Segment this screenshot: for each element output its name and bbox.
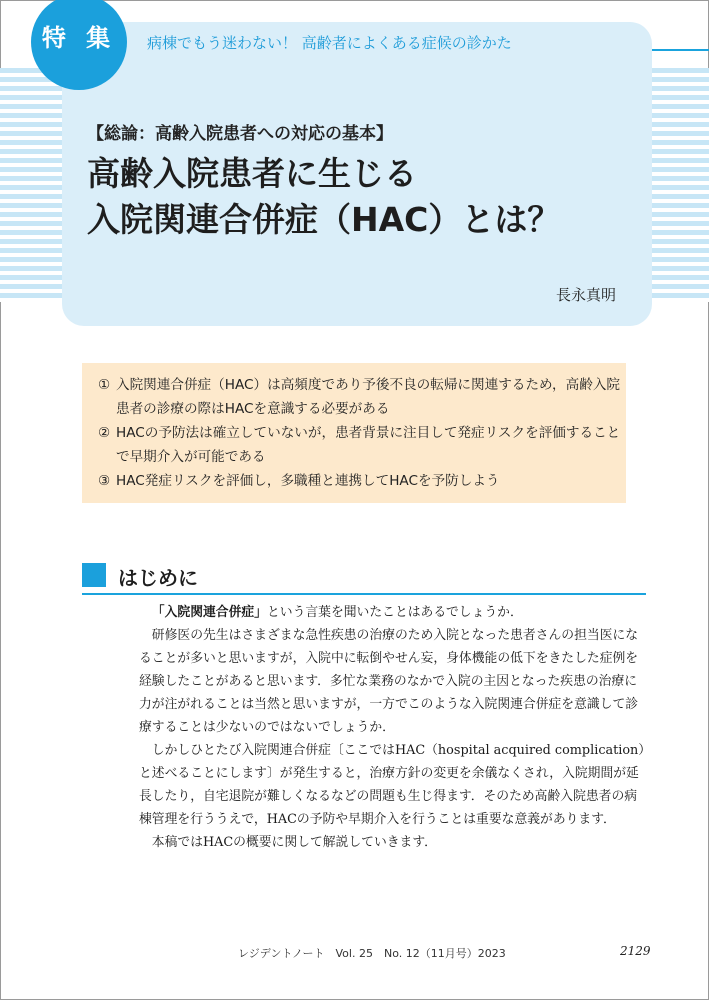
journal-footer: レジデントノート Vol. 25 No. 12（11月号）2023 [238,947,506,960]
left-stripe-band [0,68,62,302]
summary-text: 入院関連合併症（HAC）は高頻度であり予後不良の転帰に関連するため，高齢入院患者の診療の際はHACを意識する必要がある [116,377,621,417]
summary-item [98,421,626,469]
article-subtitle: 【総論：高齢入院患者への対応の基本】 [87,124,393,144]
summary-number: ① [98,377,111,393]
section-title: はじめに [118,566,198,590]
series-title: 病棟でもう迷わない！ 高齢者によくある症候の診かた [147,34,512,52]
summary-item [98,373,626,421]
summary-item [98,469,626,493]
right-stripe-band [652,68,709,302]
feature-badge-label: 特 集 [41,24,117,52]
summary-number: ② [98,425,111,441]
body-paragraph-text: という言葉を聞いたことはあるでしょうか． [266,605,523,620]
article-title [87,151,560,243]
author-name: 長永真明 [555,286,616,304]
key-term: 「入院関連合併症」 [151,605,267,620]
article-title-line2: 入院関連合併症（HAC）とは？ [87,200,561,239]
section-square-icon [82,563,106,587]
summary-text: HACの予防法は確立していないが，患者背景に注目して発症リスクを評価することで早期介入が可能である [116,425,621,465]
article-title-line1: 高齢入院患者に生じる [87,154,417,193]
summary-number: ③ [98,473,111,489]
section-heading [82,561,646,595]
summary-box [82,363,626,503]
page-number: 2129 [620,944,651,958]
summary-text: HAC発症リスクを評価し，多職種と連携してHACを予防しよう [116,473,500,489]
body-text [139,601,649,854]
body-paragraph: しかしひとたび入院関連合併症〔ここではHAC（hospital acquired complication）と述べることにします〕が発生すると，治療方針の変更を余儀なくされ，入院期間が延長したり，自宅退院が難しくなるなどの問題も生じ得ます．そのため高齢入院患者の病棟管理を行ううえで，HACの予防や早期介入を行うことは重要な意義があります． [139,743,645,827]
body-paragraph: 本稿ではHACの概要に関して解説していきます． [151,835,437,850]
body-paragraph [139,601,649,624]
body-paragraph: 研修医の先生はさまざまな急性疾患の治療のため入院となった患者さんの担当医になることが多いと思いますが，入院中に転倒やせん妄，身体機能の低下をきたした症例を経験したことがあると思います．多忙な業務のなかで入院の主因となった疾患の治療に力が注がれることは当然と思いますが，一方でこのような入院関連合併症を意識して診療することは少ないのではないでしょうか． [139,628,639,735]
